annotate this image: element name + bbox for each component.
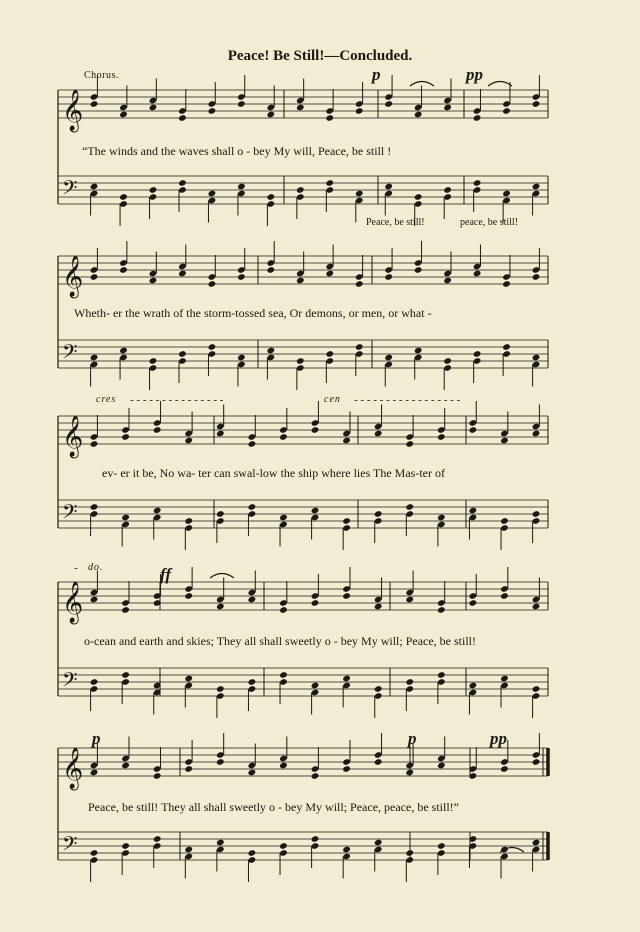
note-head (405, 503, 414, 511)
note-head (184, 846, 193, 854)
note-head (374, 603, 383, 611)
cresc-marking: do. (88, 562, 104, 573)
tie-arc (488, 82, 512, 87)
note-head (405, 769, 414, 777)
note-head (355, 190, 364, 198)
note-head (184, 517, 193, 525)
note-head (443, 277, 452, 285)
note-head (414, 193, 423, 201)
note-head (342, 675, 351, 683)
note-head (384, 100, 393, 108)
note-head (384, 354, 393, 362)
note-head (279, 671, 288, 679)
bass-lyric: peace, be still! (460, 217, 519, 228)
note-head (414, 347, 423, 355)
note-head (216, 685, 225, 693)
bass-clef: 𝄢 (62, 500, 78, 528)
note-head (90, 440, 99, 448)
note-head (216, 430, 225, 438)
note-head (500, 437, 509, 445)
note-head (248, 769, 257, 777)
note-head (325, 270, 334, 278)
note-head (149, 104, 158, 112)
tie-arc (410, 82, 434, 87)
note-head (532, 183, 541, 191)
dynamic-marking: ff (160, 565, 172, 584)
note-head (248, 503, 257, 511)
tie-arc (210, 574, 234, 579)
note-head (384, 273, 393, 281)
note-head (500, 765, 509, 773)
note-head (405, 849, 414, 857)
note-head (443, 186, 452, 194)
dynamic-marking: p (92, 729, 101, 748)
note-head (184, 675, 193, 683)
note-head (355, 343, 364, 351)
note-head (90, 354, 99, 362)
note-head (119, 347, 128, 355)
note-head (437, 842, 446, 850)
note-head (342, 592, 351, 600)
note-head (279, 762, 288, 770)
note-head (532, 273, 541, 281)
note-head (237, 354, 246, 362)
note-head (414, 266, 423, 274)
lyric-line: ev- er it be, No wa- ter can swal-low the ship where lies The Mas-ter of (102, 466, 445, 480)
bass-clef: 𝄢 (62, 832, 78, 860)
note-head (311, 835, 320, 843)
note-head (121, 671, 130, 679)
note-head (279, 514, 288, 522)
note-head (153, 507, 162, 515)
note-head (437, 514, 446, 522)
note-head (248, 596, 257, 604)
note-head (532, 510, 541, 518)
cresc-marking: cen (324, 394, 341, 405)
note-head (237, 273, 246, 281)
lyric-line: “The winds and the waves shall o - bey My will, Peace, be still ! (82, 144, 392, 158)
lyric-line: Peace, be still! They all shall sweetly o - bey My will; Peace, peace, be still!” (88, 800, 459, 814)
note-head (532, 354, 541, 362)
note-head (502, 190, 511, 198)
note-head (473, 114, 482, 122)
note-head (405, 596, 414, 604)
note-head (90, 503, 99, 511)
note-head (90, 678, 99, 686)
note-head (342, 846, 351, 854)
note-head (443, 357, 452, 365)
note-head (532, 758, 541, 766)
page-title: Peace! Be Still!—Concluded. (227, 48, 413, 64)
note-head (153, 772, 162, 780)
note-head (248, 849, 257, 857)
cresc-marking: cres (96, 394, 117, 405)
note-head (405, 440, 414, 448)
note-head (216, 603, 225, 611)
note-head (469, 426, 478, 434)
note-head (119, 193, 128, 201)
cresc-dashes: - - - - - - - - - - - - - - - - - (354, 394, 461, 406)
note-head (469, 507, 478, 515)
note-head (502, 343, 511, 351)
bass-lyric: Peace, be still! (366, 217, 425, 228)
note-head (121, 842, 130, 850)
note-head (121, 762, 130, 770)
note-head (149, 277, 158, 285)
note-head (500, 592, 509, 600)
note-head (266, 111, 275, 119)
note-head (443, 104, 452, 112)
note-head (153, 426, 162, 434)
note-head (342, 765, 351, 773)
note-head (216, 758, 225, 766)
note-head (266, 193, 275, 201)
dynamic-marking: pp (490, 729, 507, 748)
note-head (311, 772, 320, 780)
note-head (374, 839, 383, 847)
note-head (149, 357, 158, 365)
note-head (473, 350, 482, 358)
section-label: Chorus. (84, 70, 119, 81)
note-head (90, 100, 99, 108)
note-head (437, 433, 446, 441)
note-head (119, 111, 128, 119)
note-head (121, 514, 130, 522)
note-head (311, 682, 320, 690)
note-head (311, 599, 320, 607)
note-head (237, 100, 246, 108)
bass-clef: 𝄢 (62, 340, 78, 368)
note-head (325, 179, 334, 187)
note-head (473, 270, 482, 278)
note-head (355, 280, 364, 288)
treble-clef: 𝄞 (62, 748, 84, 789)
note-head (178, 350, 187, 358)
treble-clef: 𝄞 (62, 416, 84, 457)
note-head (532, 685, 541, 693)
note-head (121, 606, 130, 614)
note-head (90, 183, 99, 191)
note-head (502, 280, 511, 288)
note-head (374, 758, 383, 766)
dynamic-marking: pp (466, 65, 483, 84)
note-head (149, 186, 158, 194)
note-head (178, 270, 187, 278)
note-head (532, 100, 541, 108)
note-head (414, 111, 423, 119)
cresc-dashes: - (74, 562, 78, 574)
note-head (473, 179, 482, 187)
note-head (342, 437, 351, 445)
note-head (90, 769, 99, 777)
note-head (342, 517, 351, 525)
bass-clef: 𝄢 (62, 668, 78, 696)
note-head (355, 107, 364, 115)
note-head (325, 350, 334, 358)
note-head (237, 183, 246, 191)
note-head (184, 437, 193, 445)
note-head (208, 190, 217, 198)
note-head (437, 671, 446, 679)
note-head (184, 765, 193, 773)
note-head (208, 107, 217, 115)
treble-clef: 𝄞 (62, 582, 84, 623)
note-head (311, 426, 320, 434)
note-head (374, 430, 383, 438)
note-head (121, 433, 130, 441)
note-head (325, 114, 334, 122)
note-head (374, 510, 383, 518)
note-head (405, 678, 414, 686)
note-head (216, 839, 225, 847)
cresc-dashes: - - - - - - - - - - - - - - - (130, 394, 224, 406)
note-head (437, 606, 446, 614)
note-head (90, 849, 99, 857)
note-head (374, 685, 383, 693)
note-head (279, 842, 288, 850)
note-head (90, 596, 99, 604)
note-head (532, 839, 541, 847)
note-head (469, 682, 478, 690)
note-head (153, 835, 162, 843)
lyric-line: Wheth- er the wrath of the storm-tossed sea, Or demons, or men, or what - (74, 306, 432, 320)
dynamic-marking: p (372, 65, 381, 84)
note-head (384, 183, 393, 191)
note-head (178, 114, 187, 122)
note-head (248, 440, 257, 448)
note-head (216, 510, 225, 518)
treble-clef: 𝄞 (62, 90, 84, 131)
note-head (469, 599, 478, 607)
note-head (90, 273, 99, 281)
bass-clef: 𝄢 (62, 176, 78, 204)
lyric-line: o-cean and earth and skies; They all shall sweetly o - bey My will; Peace, be still! (84, 634, 476, 648)
note-head (184, 592, 193, 600)
note-head (119, 266, 128, 274)
note-head (279, 606, 288, 614)
note-head (532, 603, 541, 611)
note-head (311, 507, 320, 515)
note-head (266, 347, 275, 355)
note-head (208, 280, 217, 288)
note-head (208, 343, 217, 351)
note-head (279, 433, 288, 441)
note-head (296, 357, 305, 365)
treble-clef: 𝄞 (62, 256, 84, 297)
note-head (532, 430, 541, 438)
note-head (178, 179, 187, 187)
note-head (296, 104, 305, 112)
note-head (296, 277, 305, 285)
note-head (500, 517, 509, 525)
dynamic-marking: p (408, 729, 417, 748)
note-head (437, 762, 446, 770)
note-head (266, 266, 275, 274)
note-head (502, 107, 511, 115)
note-head (248, 678, 257, 686)
note-head (500, 675, 509, 683)
note-head (296, 186, 305, 194)
